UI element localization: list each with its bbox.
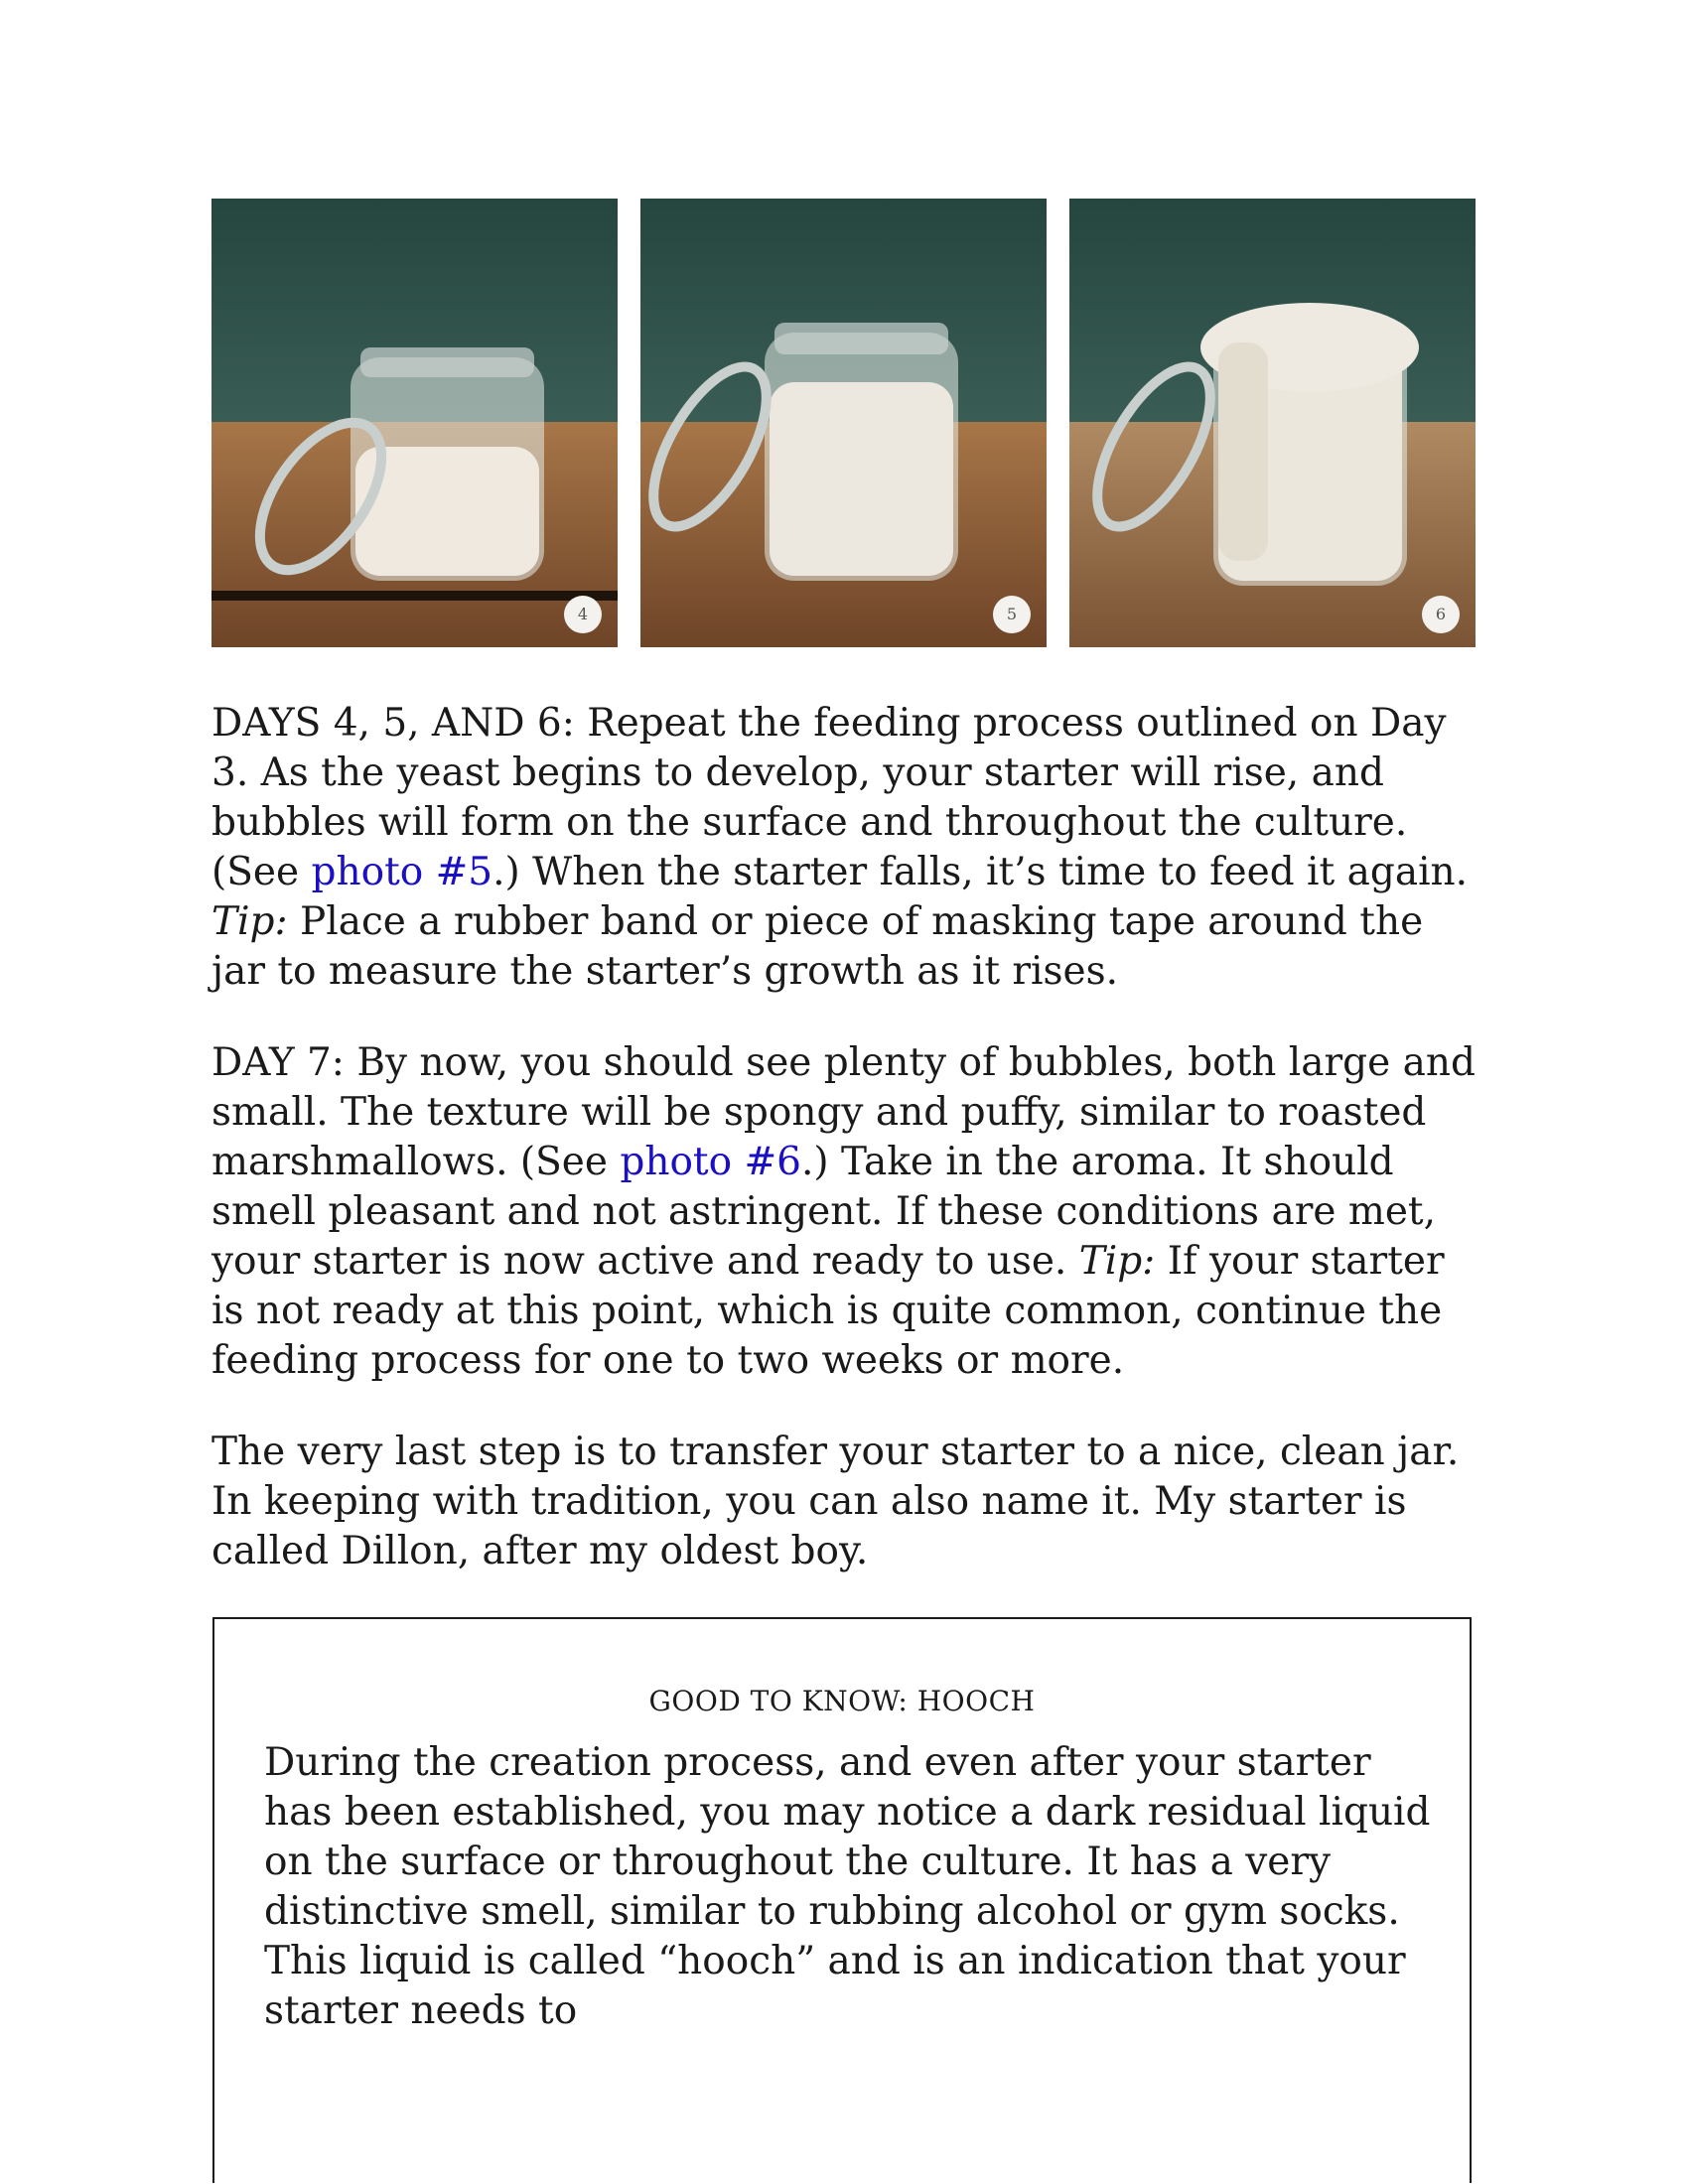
paragraph-text: DAY 7: By now, you should see plenty of bubbles, both large and small. The texture will be spongy and puffy, similar to roasted marshmallows. (See	[211, 1040, 1476, 1184]
photo-strip	[211, 199, 1476, 647]
photo-number-badge: 5	[993, 596, 1031, 633]
paragraph-final-step	[211, 1428, 1482, 1576]
paragraph-text: Place a rubber band or piece of masking tape around the jar to measure the starter’s growth as it rises.	[211, 899, 1424, 994]
photo-number-badge: 4	[564, 596, 602, 633]
photo-number-badge: 6	[1422, 596, 1460, 633]
good-to-know-box	[212, 1617, 1472, 2183]
photo-6-link[interactable]: photo #6	[620, 1140, 801, 1184]
photo-jar-day-5	[640, 199, 1047, 647]
photo-jar-day-6	[1069, 199, 1476, 647]
paragraph-text: If your starter is not ready at this point, which is quite common, continue the feeding process for one to two weeks or more.	[211, 1239, 1445, 1383]
paragraph-days-4-6	[211, 699, 1482, 997]
paragraph-text: The very last step is to transfer your starter to a nice, clean jar. In keeping with tradition, you can also name it. My starter is called Dillon, after my oldest boy.	[211, 1430, 1460, 1573]
paragraph-text: DAYS 4, 5, AND 6: Repeat the feeding process outlined on Day 3. As the yeast begins to develop, your starter will rise, and bubbles will form on the surface and throughout the culture. (See	[211, 701, 1447, 894]
sidebar-body: During the creation process, and even after your starter has been established, you may notice a dark residual liquid on the surface or throughout the culture. It has a very distinctive smell, similar to rubbing alcohol or gym socks. This liquid is called “hooch” and is an indication that your starter needs to	[264, 1740, 1431, 2033]
photo-5-link[interactable]: photo #5	[311, 850, 493, 894]
paragraph-day-7	[211, 1038, 1482, 1386]
tip-label: Tip:	[211, 899, 288, 944]
photo-jar-day-4	[211, 199, 618, 647]
paragraph-text: .) When the starter falls, it’s time to feed it again.	[492, 850, 1469, 894]
sidebar-title: GOOD TO KNOW: HOOCH	[648, 1685, 1036, 1717]
paragraph-text: .) Take in the aroma. It should smell pleasant and not astringent. If these conditions are met, your starter is now active and ready to use.	[211, 1140, 1436, 1284]
tip-label: Tip:	[1078, 1239, 1156, 1284]
